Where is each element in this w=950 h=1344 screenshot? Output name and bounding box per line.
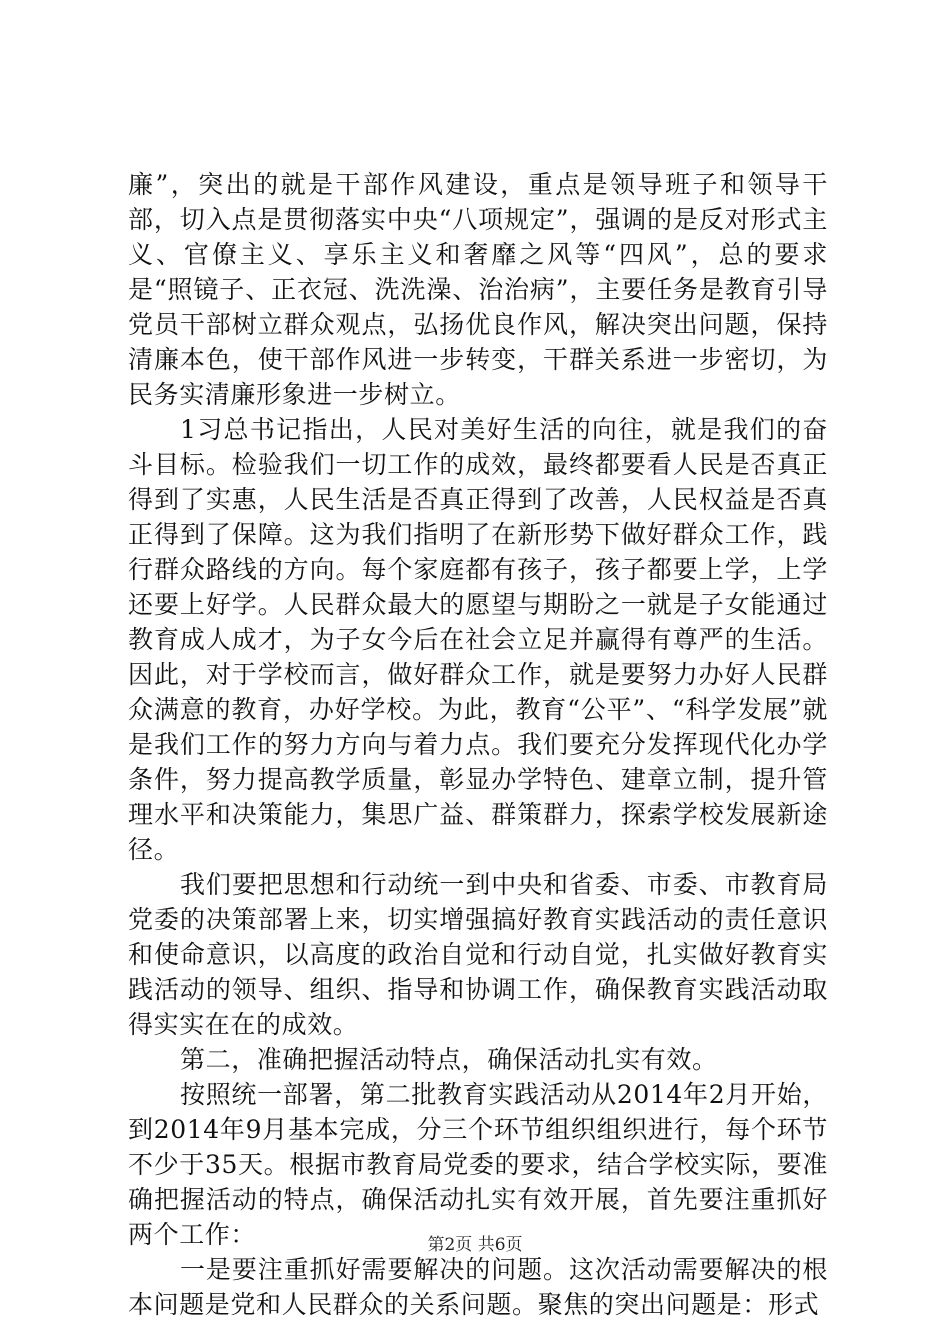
page-number-footer: 第2页 共6页 bbox=[427, 1235, 523, 1255]
paragraph-first-point: 一是要注重抓好需要解决的问题。这次活动需要解决的根本问题是党和人民群众的关系问题。聚焦的突出问题是：形式 bbox=[128, 1255, 828, 1319]
paragraph-target: 1习总书记指出，人民对美好生活的向往，就是我们的奋斗目标。检验我们一切工作的成效，最终都要看人民是否真正得到了实惠，人民生活是否真正得到了改善，人民权益是否真正得到了保障。这为我们指明了在新形势下做好群众工作，践行群众路线的方向。每个家庭都有孩子，孩子都要上学，上学还要上好学。人民群众最大的愿望与期盼之一就是子女能通过教育成人成才，为子女今后在社会立足并赢得有尊严的生活。因此，对于学校而言，做好群众工作，就是要努力办好人民群众满意的教育，办好学校。为此，教育“公平”、“科学发展”就是我们工作的努力方向与着力点。我们要充分发挥现代化办学条件，努力提高教学质量，彰显办学特色、建章立制，提升管理水平和决策能力，集思广益、群策群力，探索学校发展新途径。 bbox=[128, 415, 828, 864]
paragraph-unify-action: 我们要把思想和行动统一到中央和省委、市委、市教育局党委的决策部署上来，切实增强搞好教育实践活动的责任意识和使命意识，以高度的政治自觉和行动自觉，扎实做好教育实践活动的领导、组织、指导和协调工作，确保教育实践活动取得实实在在的成效。 bbox=[128, 870, 828, 1039]
section-heading-second: 第二，准确把握活动特点，确保活动扎实有效。 bbox=[180, 1045, 718, 1074]
paragraph-continuation: 廉”，突出的就是干部作风建设，重点是领导班子和领导干部，切入点是贯彻落实中央“八项规定”，强调的是反对形式主义、官僚主义、享乐主义和奢靡之风等“四风”，总的要求是“照镜子、正衣冠、洗洗澡、治治病”，主要任务是教育引导党员干部树立群众观点，弘扬优良作风，解决突出问题，保持清廉本色，使干部作风进一步转变，干群关系进一步密切，为民务实清廉形象进一步树立。 bbox=[128, 170, 828, 409]
document-body bbox=[128, 167, 828, 1322]
paragraph-schedule: 按照统一部署，第二批教育实践活动从2014年2月开始，到2014年9月基本完成，分三个环节组织组织进行，每个环节不少于35天。根据市教育局党委的要求，结合学校实际，要准确把握活动的特点，确保活动扎实有效开展，首先要注重抓好两个工作： bbox=[128, 1080, 828, 1249]
